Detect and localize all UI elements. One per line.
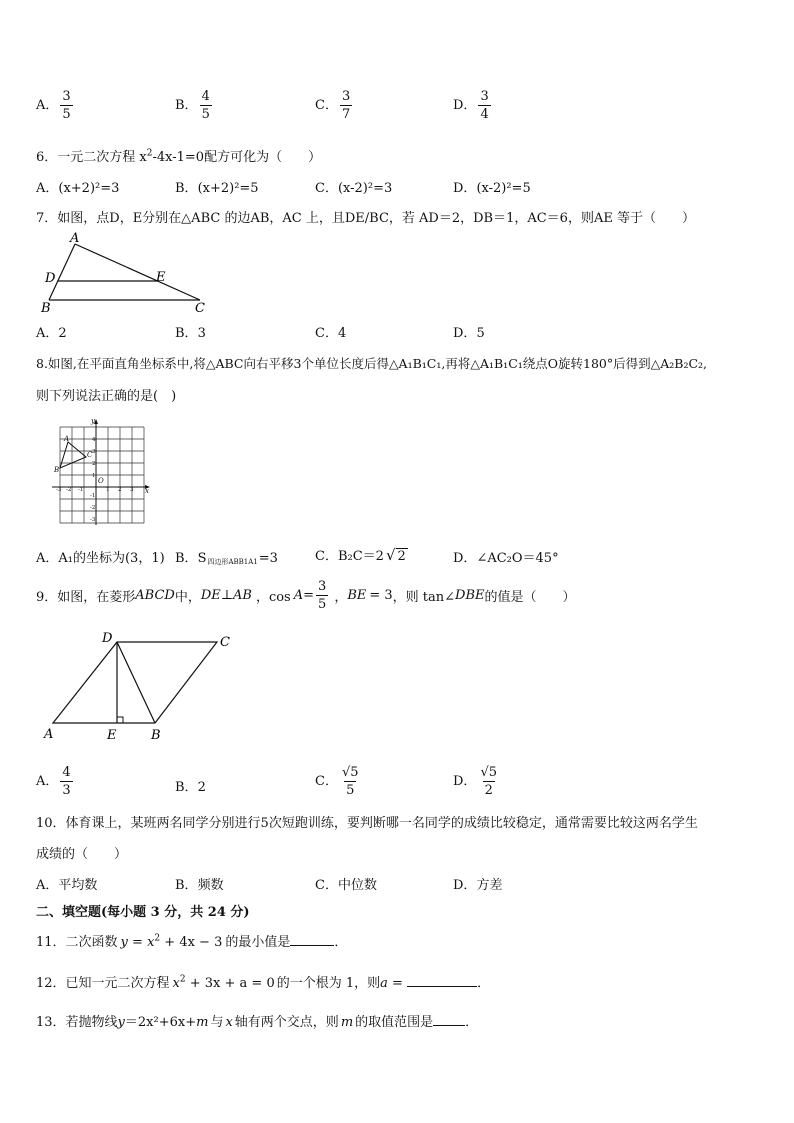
q9-rhombus-figure	[40, 628, 240, 743]
radical: √ 2	[385, 546, 406, 564]
fraction: $\frac{4}{3}$	[62, 765, 71, 798]
label-c: C	[220, 635, 230, 650]
q6-stem: 6．一元二次方程 $x^2-4x-1=0$配方可化为（ ）	[36, 148, 322, 165]
y-tick-label: 1	[92, 473, 96, 479]
option-letter: B．	[175, 98, 198, 113]
y-axis-label: y	[91, 417, 95, 425]
origin-label: O	[98, 477, 104, 485]
label-d: D	[45, 271, 56, 286]
fraction: $\frac{√5}{2}$	[480, 765, 497, 798]
x-tick-label: 3	[130, 487, 134, 493]
q10-option-c: C．中位数	[315, 878, 377, 893]
q9-option-c: C． $\frac{√5}{5}$	[315, 765, 359, 798]
q10-option-d: D．方差	[453, 878, 503, 893]
fraction: $\frac{3}{4}$	[480, 89, 489, 122]
point-label-a: A	[64, 435, 70, 443]
q8-stem-line1: 8.如图,在平面直角坐标系中,将△ABC向右平移3个单位长度后得△A₁B₁C₁,再将△A₁B₁C₁绕点O旋转180°后得到△A₂B₂C₂,	[36, 356, 708, 371]
answer-blank[interactable]	[433, 1025, 465, 1026]
q8-option-b: B．S四边形ABB1A1=3	[175, 551, 278, 566]
y-tick-label: -1	[90, 493, 96, 499]
q5-option-b	[175, 90, 214, 121]
q7-option-c: C．4	[315, 326, 347, 341]
q7-stem: 7．如图，点D，E分别在△ABC 的边AB，AC 上，且DE/BC，若 AD＝2，DB＝1，AC＝6，则AE 等于（ ）	[36, 211, 695, 226]
label-c: C	[195, 301, 205, 314]
q6-option-c: C．(x-2)²=3	[315, 181, 393, 196]
section-heading: 二、填空题(每小题 3 分，共 24 分)	[36, 905, 250, 920]
q5-option-a	[36, 90, 75, 121]
label-a: A	[70, 232, 80, 246]
x-tick-label: 1	[106, 487, 110, 493]
label-a: A	[44, 727, 54, 742]
fraction: $\frac{3}{7}$	[341, 89, 351, 122]
triangle-abc	[60, 442, 86, 468]
label-b: B	[41, 301, 51, 314]
point-label-b: B	[54, 466, 60, 474]
q5-option-d	[453, 90, 493, 121]
q7-option-b: B．3	[175, 326, 206, 341]
q5-option-c	[315, 90, 354, 121]
point-label-c: C	[87, 451, 93, 459]
y-tick-label: 3	[92, 449, 96, 455]
y-tick-label: -2	[90, 505, 96, 511]
q13-stem: 13．若抛物线y＝2x²+6x+m 与 x 轴有两个交点，则 m 的取值范围是 ．	[36, 1015, 479, 1030]
fraction: $\frac{√5}{5}$	[341, 765, 359, 798]
option-letter: A．	[36, 98, 59, 113]
q8-option-d: D．∠AC₂O＝45°	[453, 551, 559, 566]
q7-option-d: D．5	[453, 326, 485, 341]
x-tick-label: -2	[66, 487, 72, 493]
x-tick-label: -1	[78, 487, 84, 493]
option-letter: C．	[315, 98, 338, 113]
label-e: E	[156, 270, 166, 285]
q10-option-a: A．平均数	[36, 878, 98, 893]
rhombus-abcd	[53, 642, 217, 723]
q8-option-c: C．B₂C＝2 √ 2	[315, 546, 406, 564]
answer-blank[interactable]	[407, 986, 477, 987]
q8-option-a: A．A₁的坐标为(3，1)	[36, 551, 165, 566]
q6-option-d: D．(x-2)²=5	[453, 181, 531, 196]
q9-option-b: B．2	[175, 780, 206, 795]
label-b: B	[151, 728, 161, 743]
y-tick-label: 2	[92, 461, 96, 467]
option-letter: D．	[453, 98, 477, 113]
q8-coordinate-grid	[48, 416, 156, 526]
q7-triangle-figure	[38, 232, 218, 314]
label-e: E	[107, 728, 117, 743]
q6-option-b: B．(x+2)²=5	[175, 181, 259, 196]
y-tick-label: -3	[90, 517, 96, 523]
q12-stem: 12．已知一元二次方程 $x^2 + 3x + a = 0$ 的一个根为 1，则a = ．	[36, 974, 491, 991]
x-tick-label: 2	[118, 487, 122, 493]
q9-stem: 9．如图，在菱形 ABCD 中， DE⊥AB ，cos A = $\frac{3}{5}$ ， BE = 3 ，则 tan∠ DBE 的值是（ ）	[36, 579, 576, 612]
answer-blank[interactable]	[290, 945, 334, 946]
q10-option-b: B．频数	[175, 878, 224, 893]
fraction: $\frac{3}{5}$	[318, 579, 327, 612]
q11-stem: 11．二次函数 $y = x^2 + 4x - 3$ 的最小值是 ．	[36, 933, 348, 950]
x-axis-label: x	[145, 487, 149, 495]
q10-stem-line1: 10．体育课上，某班两名同学分别进行5次短跑训练，要判断哪一名同学的成绩比较稳定，通常需要比较这两名学生	[36, 816, 698, 831]
q6-option-a: A．(x+2)²=3	[36, 181, 120, 196]
q9-option-a: A． $\frac{4}{3}$	[36, 765, 71, 798]
q7-option-a: A．2	[36, 326, 67, 341]
comma: ，	[334, 590, 348, 605]
x-tick-label: -3	[56, 487, 62, 493]
q8-stem-line2: 则下列说法正确的是( )	[36, 389, 177, 404]
fraction: $\frac{3}{5}$	[62, 89, 71, 122]
label-d: D	[102, 631, 113, 646]
y-tick-label: 4	[92, 437, 96, 443]
q10-stem-line2: 成绩的（ ）	[36, 847, 128, 862]
q9-option-d: D． $\frac{√5}{2}$	[453, 765, 497, 798]
fraction: $\frac{4}{5}$	[201, 89, 210, 122]
